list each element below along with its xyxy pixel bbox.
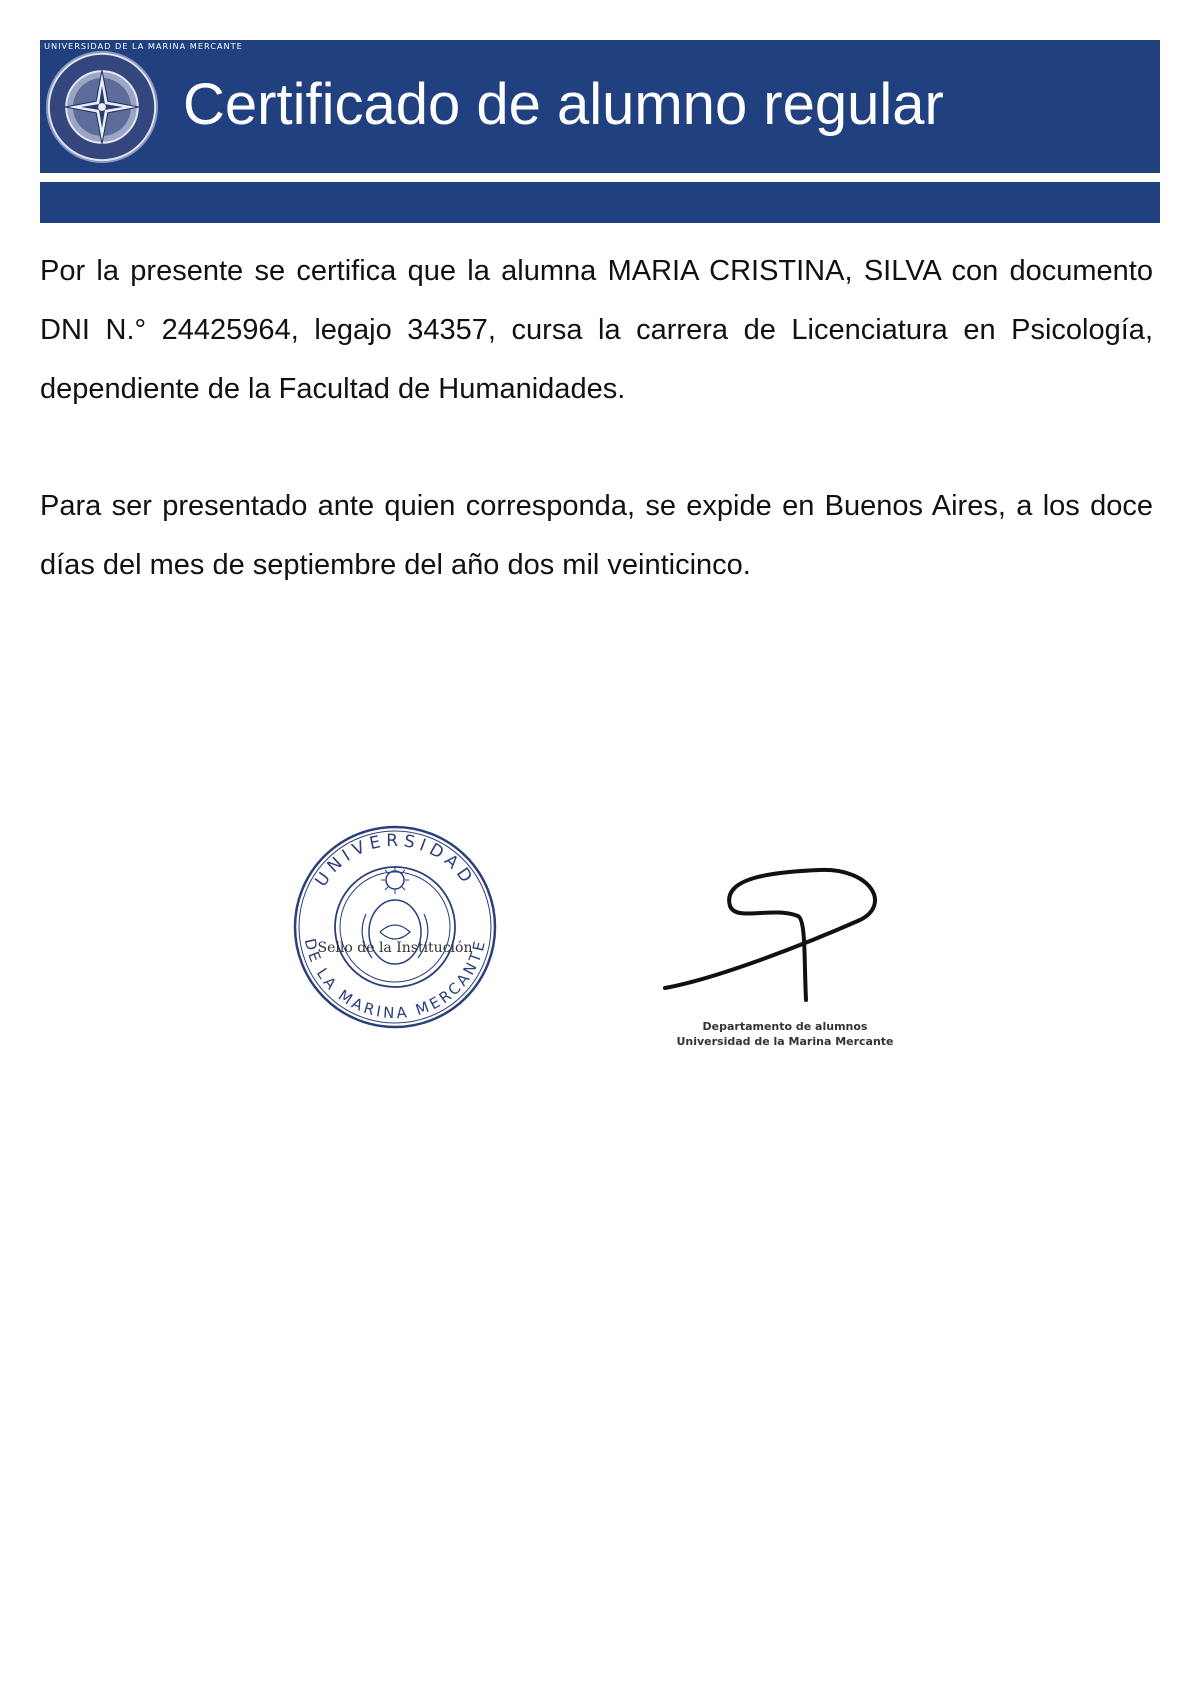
seal-center-text: Sello de la Institución <box>317 940 473 956</box>
header-band <box>40 40 1160 173</box>
institution-seal <box>290 822 500 1032</box>
university-logo <box>44 41 243 165</box>
certificate-paragraph-1: Por la presente se certifica que la alumna MARIA CRISTINA, SILVA con documento DNI N.° 24425964, legajo 34357, cursa la carrera de Licenciatura en Psicología, dependiente de la Facultad de Humanidades. <box>40 255 1153 405</box>
signature-caption-line-1: Departamento de alumnos <box>702 1020 868 1033</box>
header-sub-band <box>40 182 1160 223</box>
signature-caption <box>660 1019 910 1049</box>
signature <box>660 860 890 1010</box>
seal-top-text: UNIVERSIDAD <box>311 830 479 891</box>
signature-caption-line-2: Universidad de la Marina Mercante <box>676 1035 894 1048</box>
seal-bottom-text: DE LA MARINA MERCANTE <box>300 936 490 1023</box>
certificate-paragraph-2: Para ser presentado ante quien corresponda, se expide en Buenos Aires, a los doce días del mes de septiembre del año dos mil veinticinco. <box>40 490 1153 581</box>
logo-ring-text: UNIVERSIDAD DE LA MARINA MERCANTE <box>44 41 243 51</box>
page-title: Certificado de alumno regular <box>183 72 944 137</box>
